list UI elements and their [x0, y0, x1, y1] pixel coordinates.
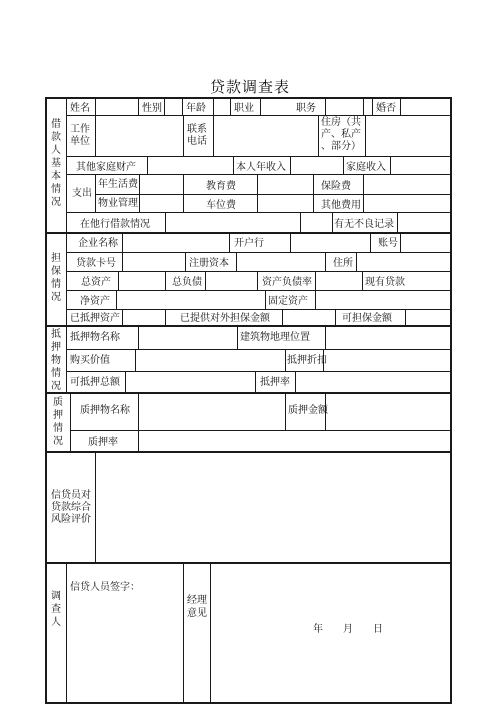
contact-line-1: 联系	[187, 124, 207, 135]
position-label: 职务	[296, 103, 316, 114]
available-guarantee-label: 可担保金额	[342, 313, 392, 324]
mortgage-location-label: 建筑物地理位置	[240, 332, 310, 343]
annual-income-label: 本人年收入	[236, 162, 286, 173]
total-assets-label: 总资产	[81, 277, 111, 288]
bank-label: 开户行	[234, 238, 264, 249]
pledge-name-label: 质押物名称	[80, 405, 130, 416]
gender-label: 性别	[142, 103, 162, 114]
date-month: 月	[343, 624, 353, 635]
net-assets-label: 净资产	[80, 296, 110, 307]
housing-label	[321, 117, 361, 153]
living-cost-label: 年生活费	[98, 179, 138, 190]
risk-evaluation-label: 信贷员对贷款综合风险评价	[51, 490, 91, 525]
expense-label: 支出	[72, 188, 92, 199]
guarantor-section-label: 担保情况	[51, 253, 61, 303]
pledge-rate-label: 质押率	[88, 437, 118, 448]
card-no-label: 贷款卡号	[76, 258, 116, 269]
address-label: 住所	[333, 258, 353, 269]
survey-section-label: 调查人	[51, 591, 61, 628]
mortgage-discount-label: 抵押折扣	[287, 355, 327, 366]
mortgage-name-label: 抵押物名称	[70, 332, 120, 343]
account-label: 账号	[378, 238, 398, 249]
occupation-label: 职业	[234, 103, 254, 114]
family-income-label: 家庭收入	[346, 162, 386, 173]
date-year: 年	[313, 624, 323, 635]
other-cost-label: 其他费用	[321, 200, 361, 211]
capital-label: 注册资本	[189, 258, 229, 269]
education-label: 教育费	[206, 181, 236, 192]
other-loans-label: 在他行借款情况	[80, 219, 150, 230]
property-mgmt-label: 物业管理	[98, 198, 138, 209]
pledged-assets-label: 已抵押资产	[70, 313, 120, 324]
mortgage-price-label: 购买价值	[70, 355, 110, 366]
mortgage-total-label: 可抵押总额	[70, 377, 120, 388]
manager-opinion-label: 经理意见	[187, 595, 207, 619]
work-unit-line-1: 工作	[70, 124, 90, 135]
signature-label: 信贷人员签字：	[70, 582, 140, 593]
date-day: 日	[373, 624, 383, 635]
company-label: 企业名称	[78, 238, 118, 249]
insurance-label: 保险费	[321, 181, 351, 192]
pledge-section-label: 质押情况	[53, 397, 63, 447]
fixed-assets-label: 固定资产	[268, 296, 308, 307]
current-loan-label: 现有贷款	[365, 277, 405, 288]
borrower-section-label: 借款人基本情况	[51, 119, 61, 208]
marital-label: 婚否	[376, 103, 396, 114]
mortgage-rate-label: 抵押率	[260, 377, 290, 388]
form-title: 贷款调查表	[209, 78, 290, 96]
parking-label: 车位费	[206, 200, 236, 211]
contact-line-2: 电话	[187, 136, 207, 147]
debt-ratio-label: 资产负债率	[262, 277, 312, 288]
housing-line-2: 产、私产	[321, 129, 361, 140]
provided-guarantee-label: 已提供对外担保金额	[180, 313, 270, 324]
contact-label	[187, 124, 207, 148]
work-unit-line-2: 单位	[70, 136, 90, 147]
pledge-amount-label: 质押金额	[288, 405, 328, 416]
age-label: 年龄	[186, 103, 206, 114]
housing-line-3: 、部分）	[321, 141, 361, 152]
family-assets-label: 其他家庭财产	[76, 162, 136, 173]
total-debt-label: 总负债	[172, 277, 202, 288]
bad-record-label: 有无不良记录	[334, 219, 394, 230]
housing-line-1: 住房（共	[321, 117, 361, 128]
work-unit-label	[70, 124, 90, 148]
mortgage-section-label: 抵押物情况	[51, 329, 61, 392]
name-label: 姓名	[70, 103, 90, 114]
